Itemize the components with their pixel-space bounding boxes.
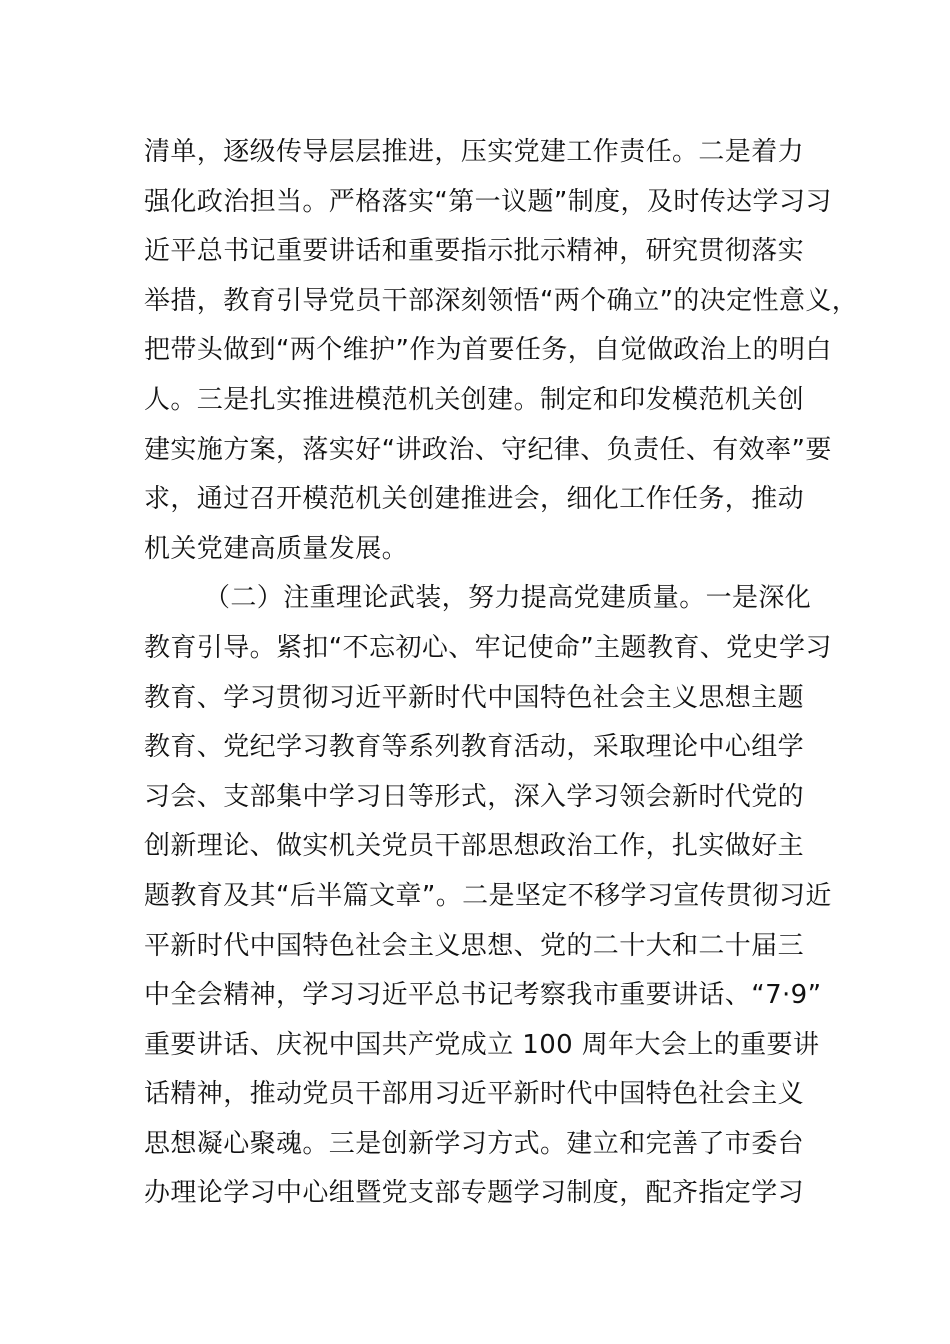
text-line: 教育引导。紧扣“不忘初心、牢记使命”主题教育、党史学习	[144, 632, 832, 663]
body-text	[144, 128, 864, 1219]
text-line: 建实施方案，落实好“讲政治、守纪律、负责任、有效率”要	[144, 434, 832, 465]
text-line: 平新时代中国特色社会主义思想、党的二十大和二十届三	[144, 930, 805, 961]
text-line: 人。三是扎实推进模范机关创建。制定和印发模范机关创	[144, 384, 805, 415]
text-line: 习会、支部集中学习日等形式，深入学习领会新时代党的	[144, 781, 805, 812]
text-line: 举措，教育引导党员干部深刻领悟“两个确立”的决定性意义，	[144, 285, 859, 316]
text-line: 中全会精神，学习习近平总书记考察我市重要讲话、“7·9”	[144, 980, 822, 1011]
text-line: 题教育及其“后半篇文章”。二是坚定不移学习宣传贯彻习近	[144, 880, 832, 911]
text-line: 清单，逐级传导层层推进，压实党建工作责任。二是着力	[144, 137, 805, 167]
section-heading-line: （二）注重理论武装，努力提高党建质量。一是深化	[204, 583, 812, 614]
text-line: 近平总书记重要讲话和重要指示批示精神，研究贯彻落实	[144, 236, 805, 267]
text-line: 强化政治担当。严格落实“第一议题”制度，及时传达学习习	[144, 186, 832, 217]
text-line: 把带头做到“两个维护”作为首要任务，自觉做政治上的明白	[144, 335, 832, 366]
text-line: 教育、党纪学习教育等系列教育活动，采取理论中心组学	[144, 732, 805, 763]
text-line: 思想凝心聚魂。三是创新学习方式。建立和完善了市委台	[144, 1128, 805, 1159]
text-line: 机关党建高质量发展。	[144, 533, 409, 564]
text-line: 创新理论、做实机关党员干部思想政治工作，扎实做好主	[144, 831, 805, 862]
text-line: 重要讲话、庆祝中国共产党成立 100 周年大会上的重要讲	[144, 1029, 820, 1060]
text-line: 话精神，推动党员干部用习近平新时代中国特色社会主义	[144, 1079, 805, 1110]
text-line: 教育、学习贯彻习近平新时代中国特色社会主义思想主题	[144, 682, 805, 713]
text-line: 办理论学习中心组暨党支部专题学习制度，配齐指定学习	[144, 1178, 805, 1209]
text-line: 求，通过召开模范机关创建推进会，细化工作任务，推动	[144, 484, 805, 515]
